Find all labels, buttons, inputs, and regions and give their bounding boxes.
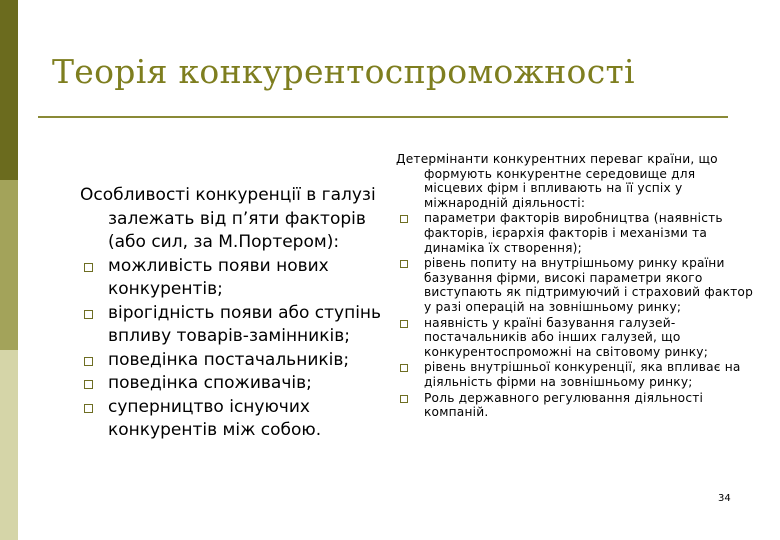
left-intro: Особливості конкуренції в галузі залежать від п’яти факторів (або сил, за М.Портером): [80, 185, 376, 252]
square-bullet-icon [84, 380, 93, 389]
right-column [396, 152, 758, 420]
list-item: рівень внутрішньої конкуренції, яка впливає на діяльність фірми на зовнішньому ринку; [396, 360, 758, 389]
list-item: Роль державного регулювання діяльності компаній. [396, 391, 758, 420]
title-divider [38, 116, 728, 118]
square-bullet-icon [84, 310, 93, 319]
square-bullet-icon [400, 395, 408, 403]
square-bullet-icon [84, 404, 93, 413]
square-bullet-icon [400, 215, 408, 223]
left-bullet-list [80, 255, 390, 443]
list-item: параметри факторів виробництва (наявність факторів, ієрархія факторів і механізми та динаміка їх створення); [396, 211, 758, 255]
side-bar-medium [0, 180, 18, 350]
list-item: можливість появи нових конкурентів; [80, 255, 390, 302]
list-item: поведінка постачальників; [80, 349, 390, 373]
list-item: вірогідність появи або ступінь впливу товарів-замінників; [80, 302, 390, 349]
list-item: рівень попиту на внутрішньому ринку країни базування фірми, високі параметри якого виступають як підтримуючий і страховий фактор у разі операцій на зовнішньому ринку; [396, 256, 758, 314]
left-column [80, 184, 390, 443]
slide-title: Теорія конкурентоспроможності [52, 52, 635, 91]
square-bullet-icon [84, 263, 93, 272]
square-bullet-icon [84, 357, 93, 366]
list-item: наявність у країні базування галузей-постачальників або інших галузей, що конкурентоспроможні на світовому ринку; [396, 316, 758, 360]
right-bullet-list [396, 211, 758, 419]
square-bullet-icon [400, 320, 408, 328]
list-item: поведінка споживачів; [80, 372, 390, 396]
square-bullet-icon [400, 364, 408, 372]
square-bullet-icon [400, 260, 408, 268]
side-bar-light [0, 350, 18, 540]
right-intro: Детермінанти конкурентних переваг країни, що формують конкурентне середовище для місцевих фірм і впливають на її успіх у міжнародній діяльності: [396, 152, 718, 210]
page-number: 34 [718, 493, 731, 504]
list-item: суперництво існуючих конкурентів між собою. [80, 396, 390, 443]
side-bar-dark [0, 0, 18, 180]
